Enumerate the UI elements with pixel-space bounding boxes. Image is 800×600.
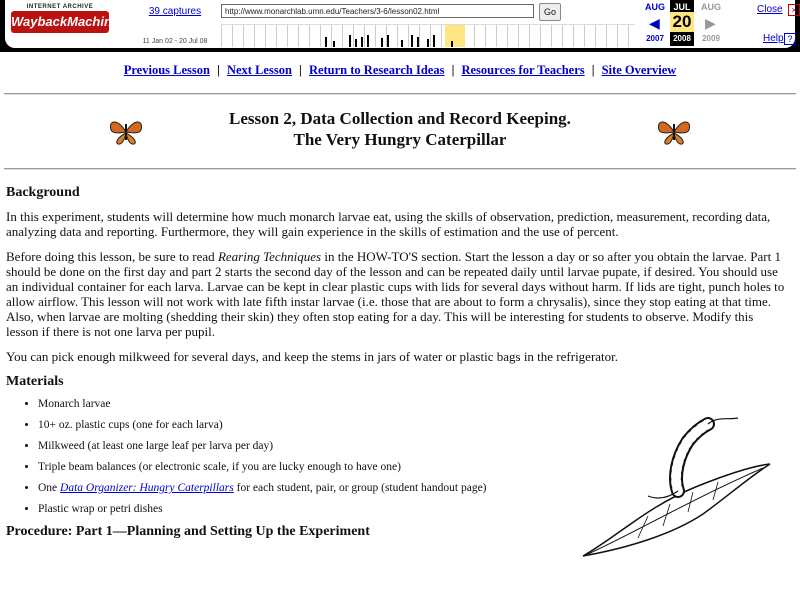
- prev-month[interactable]: AUG: [645, 2, 665, 12]
- captures-link[interactable]: 39 captures: [148, 6, 202, 17]
- caterpillar-illustration: [578, 416, 778, 561]
- list-item: • Monarch larvae: [38, 398, 786, 411]
- timeline-bar[interactable]: [387, 35, 389, 47]
- timeline-bar[interactable]: [361, 37, 363, 47]
- prev-capture-arrow-icon[interactable]: ◀: [649, 15, 660, 31]
- calendar-navigator: [642, 0, 726, 46]
- timeline-bar[interactable]: [367, 35, 369, 47]
- background-paragraph-2: [6, 249, 786, 339]
- organizer-prefix: One: [38, 482, 58, 494]
- timeline-bar[interactable]: [427, 39, 429, 47]
- teacher-resources-link[interactable]: Resources for Teachers: [461, 63, 585, 77]
- nav-separator: |: [591, 63, 595, 77]
- list-item: • Triple beam balances (or electronic scale, if you are lucky enough to have one): [38, 461, 786, 474]
- next-year: 2009: [702, 34, 720, 43]
- prev-year[interactable]: 2007: [646, 34, 664, 43]
- butterfly-icon: [656, 118, 692, 146]
- close-link[interactable]: Close: [757, 4, 783, 15]
- timeline-bar[interactable]: [349, 35, 351, 47]
- research-ideas-link[interactable]: Return to Research Ideas: [308, 63, 445, 77]
- timeline-bar[interactable]: [433, 35, 435, 47]
- timeline-bar[interactable]: [325, 37, 327, 47]
- capture-timeline[interactable]: [221, 24, 635, 47]
- wayback-logo[interactable]: [11, 4, 120, 42]
- timeline-current-year: [445, 25, 465, 47]
- close-icon[interactable]: ×: [788, 4, 800, 16]
- procedure-heading: Procedure: Part 1—Planning and Setting Up the Experiment: [6, 524, 370, 539]
- go-button[interactable]: Go: [539, 3, 561, 21]
- help-icon[interactable]: ?: [784, 33, 796, 45]
- title-line-1: Lesson 2, Data Collection and Record Keeping.: [229, 109, 571, 128]
- wayback-panel: [5, 0, 795, 48]
- next-lesson-link[interactable]: Next Lesson: [226, 63, 292, 77]
- nav-separator: |: [299, 63, 302, 77]
- capture-date-range: 11 Jan 02 - 20 Jul 08: [142, 38, 208, 45]
- site-overview-link[interactable]: Site Overview: [601, 63, 677, 77]
- data-organizer-link[interactable]: Data Organizer: Hungry Caterpillars: [60, 482, 234, 494]
- next-capture-arrow-icon: ▶: [705, 15, 716, 31]
- background-paragraph-3: You can pick enough milkweed for several days, and keep the stems in jars of water or plastic bags in the refrigerator.: [6, 349, 619, 364]
- organizer-suffix: for each student, pair, or group (student handout page): [233, 482, 487, 494]
- current-month: JUL: [673, 2, 691, 12]
- rearing-techniques-title: Rearing Techniques: [217, 249, 322, 264]
- divider: [4, 93, 796, 95]
- p2-text: Before doing this lesson, be sure to read: [6, 249, 218, 264]
- wayback-toolbar: [0, 0, 800, 52]
- logo-main-text: WaybackMachine: [11, 11, 109, 33]
- timeline-bar[interactable]: [411, 35, 413, 47]
- next-month: AUG: [701, 2, 721, 12]
- current-day: 20: [670, 12, 694, 32]
- timeline-bar[interactable]: [417, 37, 419, 47]
- list-item: • 10+ oz. plastic cups (one for each larva): [38, 419, 786, 432]
- timeline-bar[interactable]: [451, 41, 453, 47]
- p2-text-rest: in the HOW-TO'S section. Start the lesson a day or so after you obtain the larvae. Part 1 should be done on the first day and part 2 starts the second day of the lesson and can be repeated daily until larvae pupate, if desired. You should use an individual container for each larva. Larvae can be kept in clear plastic cups with lids for several days without harm. If lids are tight, punch holes to allow airflow. This lesson will not work with late fifth instar larvae (i.e. those that are about to form a chrysalis), since they stop eating at that time. Also, when larvae are molting (shedding their skin) they often stop eating for a day. This will be interesting for students to observe. Modify this lesson if there is not one larva per pupil.: [6, 249, 785, 339]
- timeline-bar[interactable]: [401, 40, 403, 47]
- lesson-nav: [0, 63, 800, 78]
- help-link[interactable]: Help: [763, 33, 784, 44]
- previous-lesson-link[interactable]: Previous Lesson: [123, 63, 210, 77]
- logo-top-text: INTERNET ARCHIVE: [26, 4, 94, 10]
- background-paragraph-1: In this experiment, students will determine how much monarch larvae eat, using the skills of observation, prediction, measurement, recording data, analyzing data and reporting. Furthermore, they will gain experience in the skills of estimation and the use of percent.: [6, 209, 771, 239]
- current-year: 2008: [673, 34, 691, 43]
- title-line-2: The Very Hungry Caterpillar: [293, 130, 507, 149]
- timeline-bar[interactable]: [355, 39, 357, 47]
- timeline-bar[interactable]: [381, 38, 383, 47]
- divider: [4, 168, 796, 170]
- list-item: • Plastic wrap or petri dishes: [38, 503, 786, 516]
- url-input[interactable]: http://www.monarchlab.umn.edu/Teachers/3-6/lesson02.html: [221, 4, 534, 18]
- nav-separator: |: [451, 63, 455, 77]
- list-item: • Milkweed (at least one large leaf per larva per day): [38, 440, 786, 453]
- nav-separator: |: [217, 63, 220, 77]
- materials-heading: Materials: [6, 374, 64, 389]
- timeline-bar[interactable]: [333, 41, 335, 47]
- background-heading: Background: [6, 185, 80, 200]
